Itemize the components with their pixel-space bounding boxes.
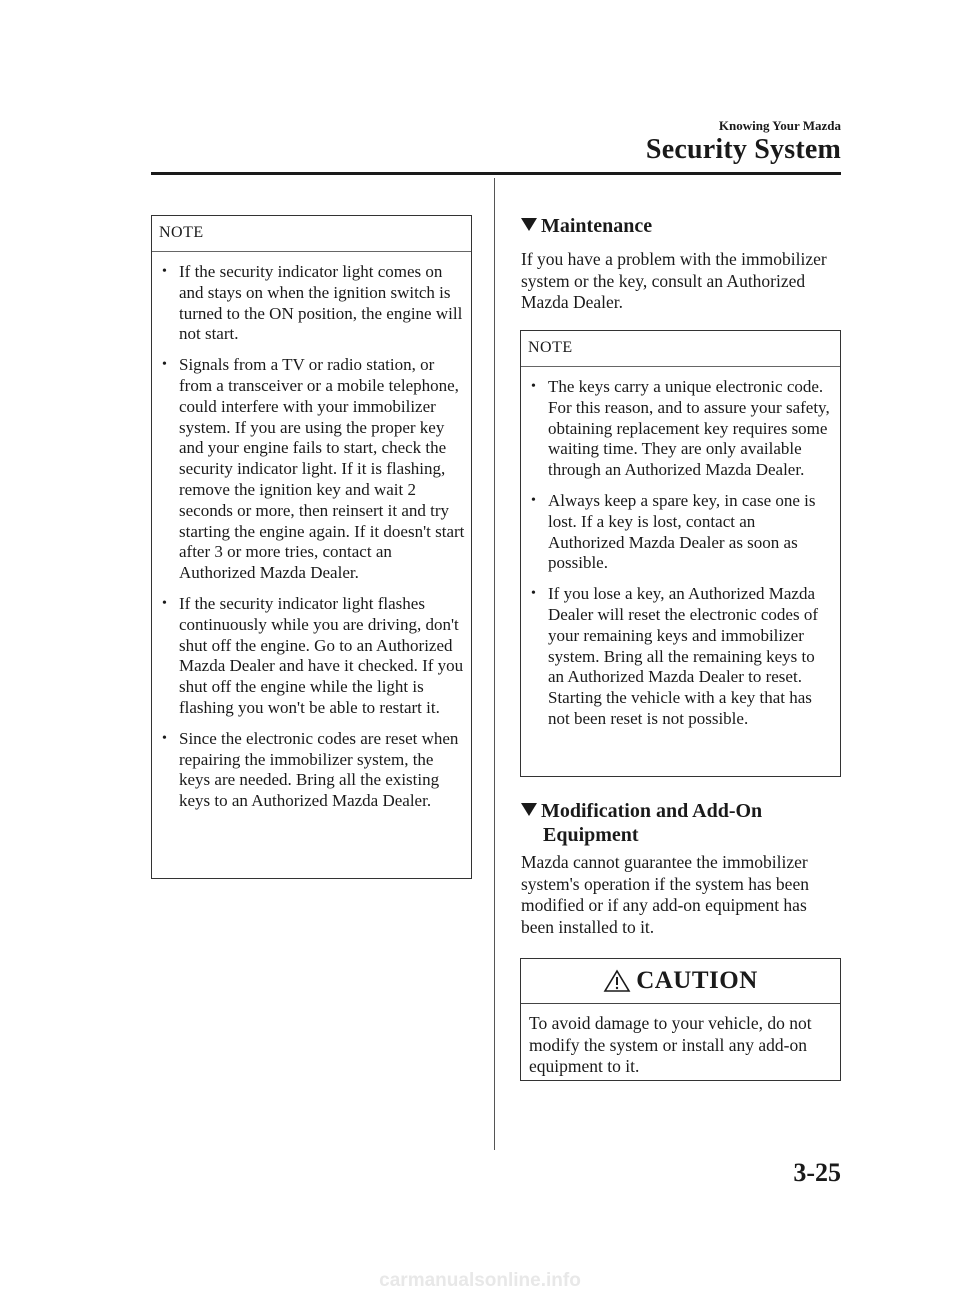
note-item: • Since the electronic codes are reset when repairing the immobilizer system, the keys are needed. Bring all the existing keys to an Authorized Mazda Dealer.	[158, 729, 465, 812]
note-box-left	[151, 215, 472, 879]
caution-heading: CAUTION	[636, 967, 758, 994]
note-item: • The keys carry a unique electronic code. For this reason, and to assure your safety, obtaining replacement key requires some waiting time. They are only available through an Authorized Mazda Dealer.	[527, 377, 834, 481]
maintenance-heading	[521, 214, 652, 238]
watermark: carmanualsonline.info	[379, 1270, 581, 1291]
column-divider	[494, 178, 495, 1150]
modification-text: Mazda cannot guarantee the immobilizer system's operation if the system has been modified or if any add-on equipment has been installed to it.	[521, 852, 809, 937]
down-triangle-icon	[521, 803, 537, 816]
header-section-label: Knowing Your Mazda	[718, 118, 841, 133]
maintenance-title: Maintenance	[541, 215, 653, 237]
page-number: 3-25	[793, 1158, 841, 1187]
note-heading: NOTE	[521, 331, 840, 367]
down-triangle-icon	[521, 218, 537, 231]
note-item: • Signals from a TV or radio station, or from a transceiver or a mobile telephone, could interfere with your immobilizer system. If you are using the proper key and your engine fails to start, check the security indicator light. If it is flashing, remove the ignition key and wait 2 seconds or more, then reinsert it and try starting the engine again. If it doesn't start after 3 or more tries, contact an Authorized Mazda Dealer.	[158, 355, 465, 584]
note-item: • Always keep a spare key, in case one is lost. If a key is lost, contact an Authorized Mazda Dealer as soon as possible.	[527, 491, 834, 574]
note-item: • If the security indicator light comes on and stays on when the ignition switch is turned to the ON position, the engine will not start.	[158, 262, 465, 345]
modification-title-line1: Modification and Add-On	[541, 800, 763, 822]
modification-heading	[521, 799, 762, 847]
caution-text: To avoid damage to your vehicle, do not modify the system or install any add-on equipment to it.	[529, 1013, 812, 1076]
note-list	[521, 367, 840, 730]
maintenance-text: If you have a problem with the immobilizer system or the key, consult an Authorized Mazda Dealer.	[521, 249, 827, 312]
note-item: • If you lose a key, an Authorized Mazda Dealer will reset the electronic codes of your remaining keys and immobilizer system. Bring all the remaining keys to an Authorized Mazda Dealer to reset. Starting the vehicle with a key that has not been reset is not possible.	[527, 584, 834, 730]
caution-header	[521, 959, 840, 1004]
header-rule	[151, 172, 841, 175]
warning-triangle-icon	[603, 969, 631, 993]
note-box-right	[520, 330, 841, 777]
caution-box	[520, 958, 841, 1081]
note-heading: NOTE	[152, 216, 471, 252]
note-list	[152, 252, 471, 812]
page-title: Security System	[645, 134, 841, 165]
note-item: • If the security indicator light flashes continuously while you are driving, don't shut off the engine. Go to an Authorized Mazda Dealer and have it checked. If you shut off the engine while the light is flashing you won't be able to restart it.	[158, 594, 465, 719]
modification-title-line2: Equipment	[543, 824, 639, 846]
